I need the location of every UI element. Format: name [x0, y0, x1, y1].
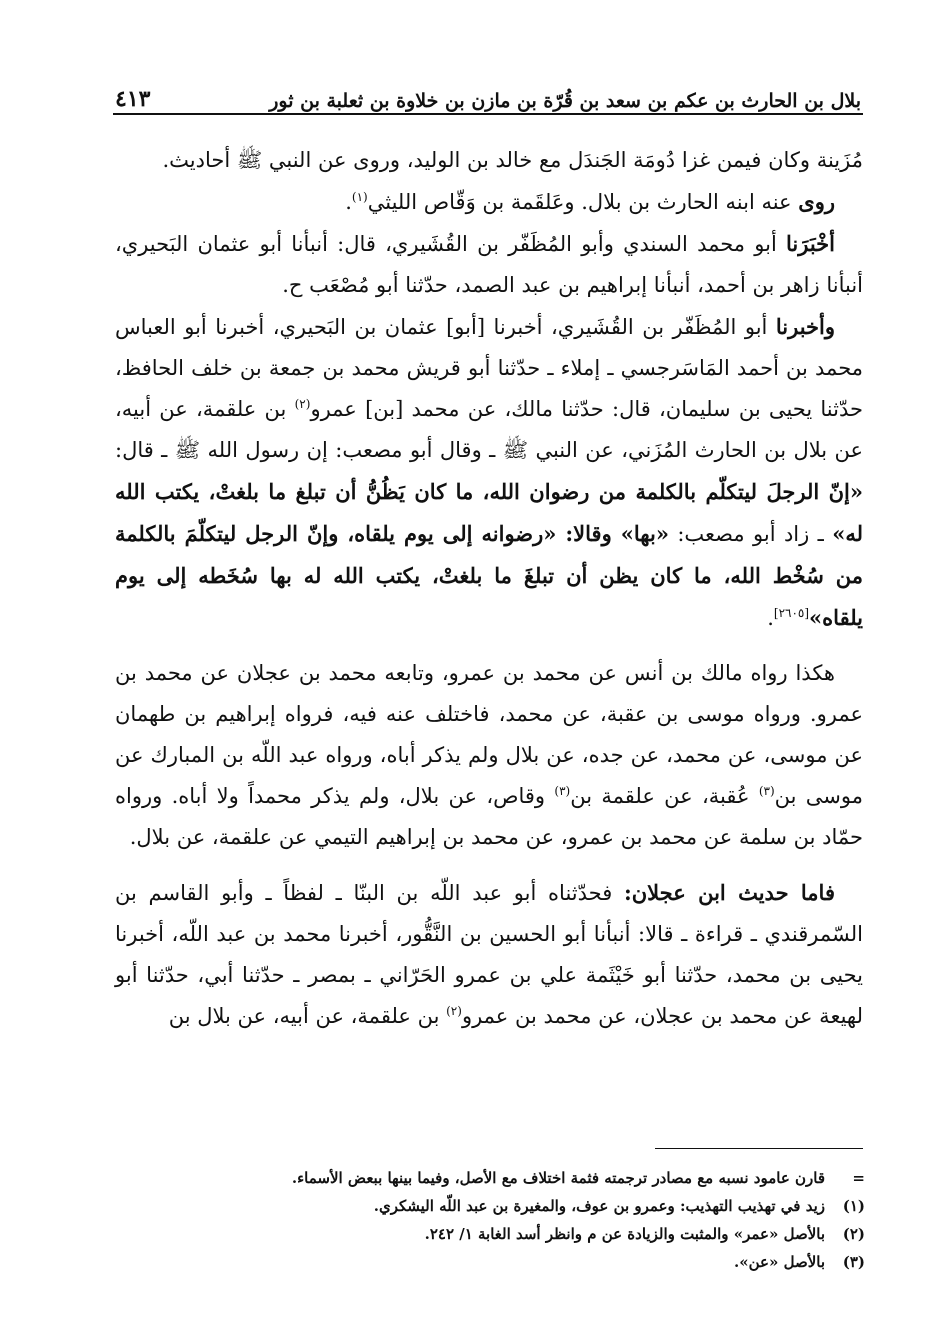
- header-rule: [113, 113, 863, 115]
- footnote-rule: [655, 1148, 863, 1149]
- footnote-mark: (١): [842, 1197, 865, 1215]
- lead-word: فاما حديث ابن عجلان:: [623, 880, 835, 905]
- footnote-text: زيد في تهذيب التهذيب: وعمرو بن عوف، والمغيرة بن عبد اللّه اليشكري.: [373, 1197, 825, 1215]
- paragraph-3: أخْبَرَنا أبو محمد السندي وأبو المُظَفّر بن القُشَيري، قال: أنبأنا أبو عثمان البَحيري، أنبأنا زاهر بن أحمد، أنبأنا إبراهيم بن عبد الصمد، حدّثنا أبو مُصْعَب ح.: [115, 231, 863, 297]
- footnote-text: بالأصل «عمر» والمثبت والزيادة عن م وانظر أسد الغابة ١/ ٢٤٢.: [424, 1225, 825, 1243]
- lead-word: وأخبرنا: [775, 314, 835, 339]
- footnote: [115, 1164, 865, 1192]
- hadith-text: «إنّ الرجلَ ليتكلّم بالكلمة من رضوان الله، ما كان يَظُنُّ أن تبلغ ما بلغتْ، يكتب الله له»: [115, 479, 864, 546]
- footnote-ref: (٢): [446, 1004, 462, 1018]
- footnote-ref: (٣): [554, 784, 571, 798]
- footnote: [115, 1220, 865, 1248]
- footnote-ref: (٢): [294, 397, 311, 411]
- footnote: [115, 1192, 865, 1220]
- footnote-mark: (٢): [842, 1225, 865, 1243]
- hadith-text: «بها» وقالا: «رضوانه إلى يوم يلقاه، وإنّ الرجل ليتكلّمَ بالكلمة من سُخْط الله، ما كان يظن أن تبلغَ ما بلغتْ، يكتب الله له بها سُخَطه إلى يوم يلقاه»: [115, 521, 863, 630]
- footnotes: [115, 1164, 865, 1276]
- main-text: [115, 140, 863, 1037]
- paragraph-6: فاما حديث ابن عجلان: فحدّثناه أبو عبد اللّه بن البنّا ـ لفظاً ـ وأبو القاسم بن السّمرقندي ـ قراءة ـ قالا: أنبأنا أبو الحسين بن النَّقُّور، أخبرنا محمد بن عبد اللّه، أخبرنا يحيى بن محمد، حدّثنا أبو خَيْثَمة علي بن عمرو الحَرّاني ـ بمصر ـ حدّثنا أبي، حدّثنا أبو لهيعة عن محمد بن عجلان، عن محمد بن عمرو$^{(٢)}$ بن علقمة، عن أبيه، عن بلال بن: [115, 880, 863, 1028]
- footnote-ref: (٣): [758, 784, 775, 798]
- footnote-mark: (٣): [842, 1253, 865, 1271]
- paragraph-5: هكذا رواه مالك بن أنس عن محمد بن عمرو، وتابعه محمد بن عجلان عن محمد بن عمرو. ورواه موسى بن عقبة، عن محمد، فاختلف عنه فيه، فرواه إبراهيم بن طهمان عن موسى، عن محمد، عن جده، عن بلال ولم يذكر أباه، ورواه عبد اللّه بن المبارك عن موسى بن$^{(٣)}$ عُقبة، عن علقمة بن$^{(٣)}$ وقاص، عن بلال، ولم يذكر محمداً ولا أباه. ورواه حمّاد بن سلمة عن محمد بن عمرو، عن محمد بن إبراهيم التيمي عن علقمة، عن بلال.: [115, 661, 863, 849]
- running-title: بلال بن الحارث بن عكم بن سعد بن قُرّة بن مازن بن خلاوة بن ثعلبة بن ثور: [269, 90, 861, 112]
- hadith-number: [٢٦٠٥]: [773, 606, 810, 620]
- paragraph-1: مُزَينة وكان فيمن غزا دُومَة الجَندَل مع خالد بن الوليد، وروى عن النبي ﷺ أحاديث.: [162, 148, 863, 172]
- footnote: [115, 1248, 865, 1276]
- footnote-ref: (١): [351, 190, 368, 204]
- page-header: [115, 72, 861, 112]
- page-number: ٤١٣: [115, 86, 151, 112]
- paragraph-4: وأخبرنا أبو المُظَفّر بن القُشَيري، أخبرنا [أبو] عثمان بن البَحيري، أخبرنا أبو العباس محمد بن أحمد المَاسَرجسي ـ إملاء ـ حدّثنا أبو قريش محمد بن جمعة بن خلف الحافظ، حدّثنا يحيى بن سليمان، قال: حدّثنا مالك، عن محمد [بن] عمرو$^{(٢)}$ بن علقمة، عن أبيه، عن بلال بن الحارث المُزَني، عن النبي ﷺ ـ وقال أبو مصعب: إن رسول الله ﷺ ـ قال: «إنّ الرجلَ ليتكلّم بالكلمة من رضوان الله، ما كان يَظُنُّ أن تبلغ ما بلغتْ، يكتب الله له» ـ زاد أبو مصعب: «بها» وقالا: «رضوانه إلى يوم يلقاه، وإنّ الرجل ليتكلّمَ بالكلمة من سُخْط الله، ما كان يظن أن تبلغَ ما بلغتْ، يكتب الله له بها سُخَطه إلى يوم يلقاه»[٢٦٠٥].: [115, 314, 864, 630]
- lead-word: أخْبَرَنا: [786, 231, 835, 256]
- footnote-mark: =: [852, 1169, 865, 1187]
- lead-word: روى: [798, 189, 835, 214]
- footnote-text: بالأصل «عن».: [734, 1253, 825, 1271]
- paragraph-2: روى عنه ابنه الحارث بن بلال. وعَلقَمة بن وَقّاص الليثي$^{(١)}$.: [345, 189, 835, 214]
- footnote-text: قارن عامود نسبه مع مصادر ترجمته فثمة اختلاف مع الأصل، وفيما بينها ببعض الأسماء.: [291, 1169, 825, 1187]
